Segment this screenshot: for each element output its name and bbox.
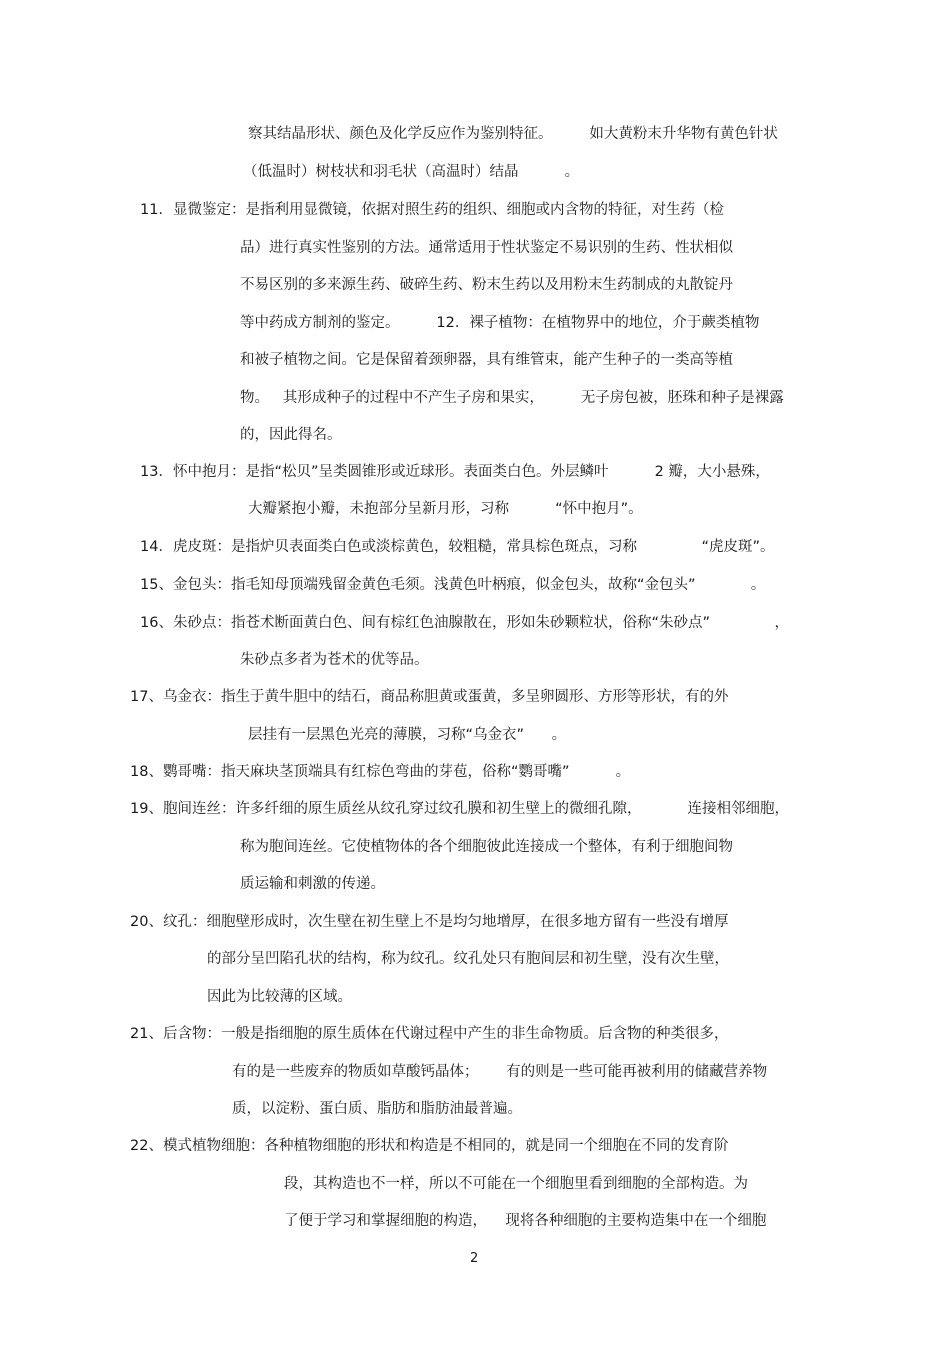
text-line: 质运输和刺激的传递。: [240, 876, 385, 892]
text-line: 16、朱砂点：指苍术断面黄白色、间有棕红色油腺散在，形如朱砂颗粒状，俗称“朱砂点” ，: [140, 615, 789, 631]
text-line: 质，以淀粉、蛋白质、脂肪和脂肪油最普遍。: [232, 1101, 522, 1117]
text-line: 11．显微鉴定：是指利用显微镜，依据对照生药的组织、细胞或内含物的特征，对生药（检: [140, 202, 724, 218]
text-line: 了便于学习和掌握细胞的构造， 现将各种细胞的主要构造集中在一个细胞: [284, 1213, 767, 1229]
text-line: 18、鹦哥嘴：指天麻块茎顶端具有红棕色弯曲的芽苞，俗称“鹦哥嘴” 。: [130, 764, 631, 780]
text-line: （低温时）树枝状和羽毛状（高温时）结晶 。: [243, 164, 580, 180]
text-line: 21、后含物：一般是指细胞的原生质体在代谢过程中产生的非生命物质。后含物的种类很多，: [130, 1026, 729, 1042]
text-line: 层挂有一层黑色光亮的薄膜，习称“乌金衣” 。: [248, 727, 567, 743]
text-line: 大瓣紧抱小瓣，未抱部分呈新月形，习称 “怀中抱月”。: [248, 501, 643, 517]
text-line: 朱砂点多者为苍术的优等品。: [240, 652, 429, 668]
text-line: 13．怀中抱月：是指“松贝”呈类圆锥形或近球形。表面类白色。外层鳞叶 2 瓣，大小悬殊，: [140, 464, 770, 480]
text-line: 17、乌金衣：指生于黄牛胆中的结石，商品称胆黄或蛋黄，多呈卵圆形、方形等形状，有的外: [130, 689, 729, 705]
text-line: 22、模式植物细胞：各种植物细胞的形状和构造是不相同的，就是同一个细胞在不同的发育阶: [130, 1138, 729, 1154]
page-number: 2: [470, 1251, 479, 1266]
text-line: 段，其构造也不一样，所以不可能在一个细胞里看到细胞的全部构造。为: [284, 1176, 748, 1192]
text-line: 称为胞间连丝。它使植物体的各个细胞彼此连接成一个整体，有利于细胞间物: [240, 839, 733, 855]
text-line: 因此为比较薄的区域。: [207, 989, 352, 1005]
text-line: 19、胞间连丝：许多纤细的原生质丝从纹孔穿过纹孔膜和初生壁上的微细孔隙， 连接相邻细胞，: [130, 801, 790, 817]
text-line: 有的是一些废弃的物质如草酸钙晶体； 有的则是一些可能再被利用的储藏营养物: [232, 1064, 768, 1080]
text-line: 品）进行真实性鉴别的方法。通常适用于性状鉴定不易识别的生药、性状相似: [240, 240, 733, 256]
text-line: 的，因此得名。: [240, 427, 342, 443]
text-line: 14．虎皮斑：是指炉贝表面类白色或淡棕黄色，较粗糙，常具棕色斑点，习称 “虎皮斑”。: [140, 539, 775, 555]
text-line: 15、金包头：指毛知母顶端残留金黄色毛须。浅黄色叶柄痕，似金包头，故称“金包头” 。: [140, 577, 766, 593]
text-line: 的部分呈凹陷孔状的结构，称为纹孔。纹孔处只有胞间层和初生壁，没有次生壁，: [207, 951, 729, 967]
text-line: 20、纹孔：细胞壁形成时，次生壁在初生壁上不是均匀地增厚，在很多地方留有一些没有增厚: [130, 914, 729, 930]
text-line: 和被子植物之间。它是保留着颈卵器，具有维管束，能产生种子的一类高等植: [240, 352, 733, 368]
text-line: 察其结晶形状、颜色及化学反应作为鉴别特征。 如大黄粉末升华物有黄色针状: [248, 126, 778, 142]
text-line: 等中药成方制剂的鉴定。 12．裸子植物：在植物界中的地位，介于蕨类植物: [240, 315, 760, 331]
text-line: 物。 其形成种子的过程中不产生子房和果实， 无子房包被，胚珠和种子是裸露: [240, 390, 784, 406]
text-line: 不易区别的多来源生药、破碎生药、粉末生药以及用粉末生药制成的丸散锭丹: [240, 277, 733, 293]
